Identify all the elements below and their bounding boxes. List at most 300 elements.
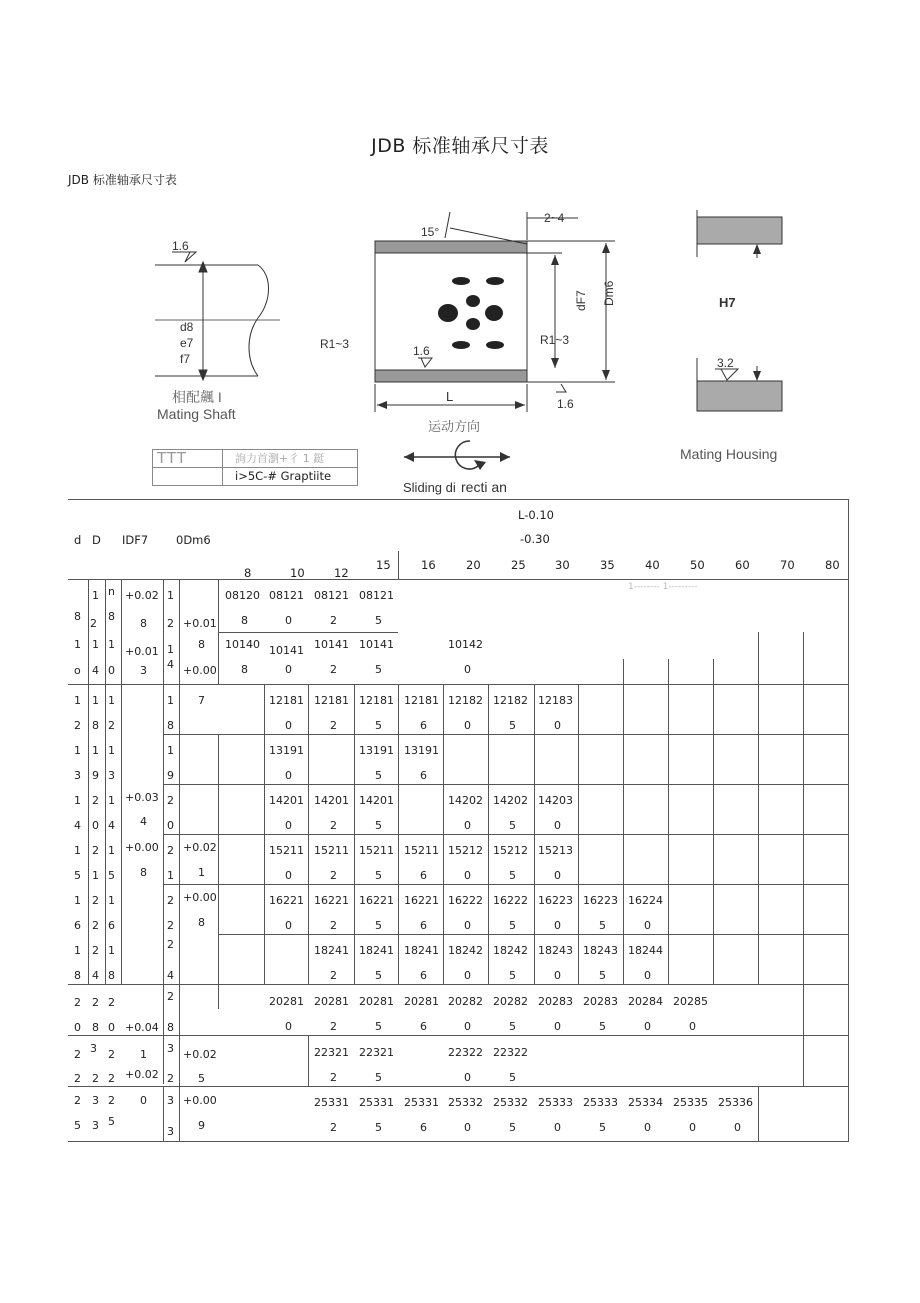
r7-d2: 6 — [74, 919, 81, 932]
r11-D2: 3 — [92, 1119, 99, 1132]
bearing-body — [375, 212, 527, 382]
r2-od-b: 4 — [167, 658, 174, 671]
page-subtitle: JDB 标准轴承尺寸表 — [68, 173, 177, 187]
length-header-70: 70 — [780, 558, 795, 572]
shaft-fit-e7: e7 — [180, 336, 194, 350]
code-cell-suffix-r5-L25: 5 — [509, 819, 516, 832]
material-legend — [152, 449, 358, 486]
code-cell-r6-L16: 15211 — [404, 844, 439, 857]
code-cell-suffix-r2-L12: 2 — [330, 663, 337, 676]
r11-odt-b: 9 — [198, 1119, 205, 1132]
shaft-caption-cn: 相配飆 I — [172, 389, 222, 405]
r7-d1: 1 — [74, 894, 81, 907]
r4-x1: 1 — [108, 744, 115, 757]
code-cell-r11-L50: 25335 — [673, 1096, 708, 1109]
code-cell-r10-L25: 22322 — [493, 1046, 528, 1059]
r11-od1: 3 — [167, 1094, 174, 1107]
code-cell-suffix-r9-L15: 5 — [375, 1020, 382, 1033]
code-cell-suffix-r4-L15: 5 — [375, 769, 382, 782]
r6-odt-b: 1 — [198, 866, 205, 879]
shaft-caption-en: Mating Shaft — [157, 406, 236, 422]
r10-d2: 2 — [74, 1072, 81, 1085]
r4-d2: 3 — [74, 769, 81, 782]
code-cell-suffix-r11-L35: 5 — [599, 1121, 606, 1134]
length-header-40: 40 — [645, 558, 660, 572]
code-cell-r6-L20: 15212 — [448, 844, 483, 857]
r8-od2: 4 — [167, 969, 174, 982]
code-cell-suffix-r3-L20: 0 — [464, 719, 471, 732]
code-cell-suffix-r3-L12: 2 — [330, 719, 337, 732]
code-cell-r6-L15: 15211 — [359, 844, 394, 857]
code-cell-r6-L25: 15212 — [493, 844, 528, 857]
r11-d2: 5 — [74, 1119, 81, 1132]
r1-d-c: 2 — [90, 617, 97, 630]
length-header-80: 80 — [825, 558, 840, 572]
r11-D1: 3 — [92, 1094, 99, 1107]
r8-d2: 8 — [74, 969, 81, 982]
code-cell-suffix-r6-L10: 0 — [285, 869, 292, 882]
r5-D2: 0 — [92, 819, 99, 832]
code-cell-suffix-r7-L30: 0 — [554, 919, 561, 932]
r2-d-d: 4 — [92, 664, 99, 677]
r1-tol-a: +0.02 — [125, 589, 159, 602]
code-cell-suffix-r5-L10: 0 — [285, 819, 292, 832]
code-cell-suffix-r1-L15: 5 — [375, 614, 382, 627]
r8-D2: 4 — [92, 969, 99, 982]
code-cell-suffix-r6-L12: 2 — [330, 869, 337, 882]
dim-Dm6: Dm6 — [602, 280, 616, 306]
code-cell-r9-L35: 20283 — [583, 995, 618, 1008]
r9-D1: 2 — [92, 996, 99, 1009]
code-cell-r8-L15: 18241 — [359, 944, 394, 957]
r2-tol-a: +0.01 — [125, 645, 159, 658]
code-cell-suffix-r3-L25: 5 — [509, 719, 516, 732]
r7-odt-b: 8 — [198, 916, 205, 929]
r2-d-a: 1 — [74, 638, 81, 651]
code-cell-suffix-r6-L25: 5 — [509, 869, 516, 882]
length-header-10: 10 — [290, 566, 305, 580]
code-cell-suffix-r8-L16: 6 — [420, 969, 427, 982]
bearing-diagram — [0, 200, 920, 500]
r3-x2: 2 — [108, 719, 115, 732]
length-header-60: 60 — [735, 558, 750, 572]
r2-D-b: 0 — [108, 664, 115, 677]
code-cell-r1-L12: 08121 — [314, 589, 349, 602]
r9-od2: 8 — [167, 1021, 174, 1034]
r10-odt-a: +0.02 — [183, 1048, 217, 1061]
r5-od1: 2 — [167, 794, 174, 807]
r9-tol: +0.04 — [125, 1021, 159, 1034]
r10-D1: 3 — [90, 1042, 97, 1055]
code-cell-r7-L12: 16221 — [314, 894, 349, 907]
code-cell-suffix-r6-L16: 6 — [420, 869, 427, 882]
code-cell-suffix-r11-L15: 5 — [375, 1121, 382, 1134]
r1-d-a: 1 — [92, 589, 99, 602]
code-cell-r9-L30: 20283 — [538, 995, 573, 1008]
r6-odt-a: +0.02 — [183, 841, 217, 854]
r6-tol-a: +0.00 — [125, 841, 159, 854]
code-cell-r5-L10: 14201 — [269, 794, 304, 807]
code-cell-suffix-r1-L12: 2 — [330, 614, 337, 627]
code-cell-r11-L15: 25331 — [359, 1096, 394, 1109]
code-cell-suffix-r7-L20: 0 — [464, 919, 471, 932]
code-cell-suffix-r10-L25: 5 — [509, 1071, 516, 1084]
code-cell-suffix-r9-L40: 0 — [644, 1020, 651, 1033]
shaft-roughness: 1.6 — [172, 239, 189, 253]
r9-D2: 8 — [92, 1021, 99, 1034]
code-cell-r7-L25: 16222 — [493, 894, 528, 907]
code-cell-r4-L15: 13191 — [359, 744, 394, 757]
code-cell-r9-L16: 20281 — [404, 995, 439, 1008]
r2-d-c: o — [74, 664, 81, 677]
r6-od2: 1 — [167, 869, 174, 882]
r2-odt-a: 8 — [198, 638, 205, 651]
r5-od2: 0 — [167, 819, 174, 832]
r6-D1: 2 — [92, 844, 99, 857]
code-cell-r11-L30: 25333 — [538, 1096, 573, 1109]
r8-D1: 2 — [92, 944, 99, 957]
code-cell-suffix-r9-L30: 0 — [554, 1020, 561, 1033]
code-cell-suffix-r11-L12: 2 — [330, 1121, 337, 1134]
code-cell-suffix-r3-L10: 0 — [285, 719, 292, 732]
r3-D1: 1 — [92, 694, 99, 707]
r11-tol: 0 — [140, 1094, 147, 1107]
r7-od1: 2 — [167, 894, 174, 907]
code-cell-r8-L25: 18242 — [493, 944, 528, 957]
code-cell-suffix-r11-L16: 6 — [420, 1121, 427, 1134]
length-header-20: 20 — [466, 558, 481, 572]
code-cell-suffix-r8-L30: 0 — [554, 969, 561, 982]
r10-od1: 3 — [167, 1042, 174, 1055]
dimension-table — [68, 499, 849, 1142]
code-cell-r5-L30: 14203 — [538, 794, 573, 807]
r6-d1: 1 — [74, 844, 81, 857]
code-cell-r7-L35: 16223 — [583, 894, 618, 907]
code-cell-r8-L16: 18241 — [404, 944, 439, 957]
r5-d2: 4 — [74, 819, 81, 832]
code-cell-suffix-r9-L20: 0 — [464, 1020, 471, 1033]
r10-d1: 2 — [74, 1048, 81, 1061]
r7-od2: 2 — [167, 919, 174, 932]
r1-D-a: n — [108, 585, 115, 598]
code-cell-r3-L16: 12181 — [404, 694, 439, 707]
r6-tol-b: 8 — [140, 866, 147, 879]
code-cell-r7-L40: 16224 — [628, 894, 663, 907]
code-cell-r11-L35: 25333 — [583, 1096, 618, 1109]
length-tol-bottom: -0.30 — [520, 532, 550, 546]
sliding-label-b: recti an — [461, 479, 507, 495]
code-cell-r6-L12: 15211 — [314, 844, 349, 857]
r7-D2: 2 — [92, 919, 99, 932]
length-header-8: 8 — [244, 566, 252, 580]
col-D: D — [92, 533, 101, 547]
r10-tol-a: 1 — [140, 1048, 147, 1061]
code-cell-r2-L8: 10140 — [225, 638, 260, 651]
code-cell-suffix-r9-L10: 0 — [285, 1020, 292, 1033]
code-cell-r1-L15: 08121 — [359, 589, 394, 602]
code-cell-r10-L15: 22321 — [359, 1046, 394, 1059]
code-cell-r5-L15: 14201 — [359, 794, 394, 807]
code-cell-r1-L10: 08121 — [269, 589, 304, 602]
r11-x1: 2 — [108, 1094, 115, 1107]
code-cell-r9-L12: 20281 — [314, 995, 349, 1008]
code-cell-r4-L16: 13191 — [404, 744, 439, 757]
r9-x2: 0 — [108, 1021, 115, 1034]
r5-x2: 4 — [108, 819, 115, 832]
code-cell-suffix-r11-L30: 0 — [554, 1121, 561, 1134]
r8-od1: 2 — [167, 938, 174, 951]
r6-x2: 5 — [108, 869, 115, 882]
code-cell-r6-L10: 15211 — [269, 844, 304, 857]
code-cell-suffix-r7-L12: 2 — [330, 919, 337, 932]
legend-symbol: TTT — [153, 450, 223, 467]
faint-marks: 1-------- 1--------- — [628, 582, 698, 592]
code-cell-r9-L20: 20282 — [448, 995, 483, 1008]
code-cell-r5-L20: 14202 — [448, 794, 483, 807]
dim-dF7: dF7 — [574, 290, 588, 311]
r4-D1: 1 — [92, 744, 99, 757]
bore-roughness: 1.6 — [413, 344, 430, 358]
code-cell-suffix-r4-L16: 6 — [420, 769, 427, 782]
code-cell-r8-L35: 18243 — [583, 944, 618, 957]
r11-odt-a: +0.00 — [183, 1094, 217, 1107]
r5-tol-a: +0.03 — [125, 791, 159, 804]
r2-od-a: 1 — [167, 643, 174, 656]
r9-od1: 2 — [167, 990, 174, 1003]
code-cell-suffix-r9-L25: 5 — [509, 1020, 516, 1033]
col-d: d — [74, 533, 82, 547]
code-cell-suffix-r11-L50: 0 — [689, 1121, 696, 1134]
col-IDF7: IDF7 — [122, 533, 149, 547]
code-cell-r7-L16: 16221 — [404, 894, 439, 907]
r8-x2: 8 — [108, 969, 115, 982]
code-cell-suffix-r8-L12: 2 — [330, 969, 337, 982]
r5-d1: 1 — [74, 794, 81, 807]
length-header-12: 12 — [334, 566, 349, 580]
code-cell-r8-L20: 18242 — [448, 944, 483, 957]
sliding-direction-arrows — [404, 441, 510, 469]
r3-x1: 1 — [108, 694, 115, 707]
legend-text-1: 詢力首瀏+彳 1 鋌 — [235, 452, 325, 465]
code-cell-suffix-r7-L15: 5 — [375, 919, 382, 932]
length-tol-top: L-0.10 — [518, 508, 554, 522]
code-cell-suffix-r11-L60: 0 — [734, 1121, 741, 1134]
r9-d1: 2 — [74, 996, 81, 1009]
motion-caption-cn: 运动方向 — [428, 419, 481, 434]
code-cell-r4-L10: 13191 — [269, 744, 304, 757]
r1-od-a: 1 — [167, 589, 174, 602]
code-cell-suffix-r10-L12: 2 — [330, 1071, 337, 1084]
legend-empty-cell — [153, 468, 223, 485]
r4-x2: 3 — [108, 769, 115, 782]
r2-tol-b: 3 — [140, 664, 147, 677]
code-cell-suffix-r8-L15: 5 — [375, 969, 382, 982]
r1-d-b: 8 — [74, 610, 81, 623]
code-cell-r9-L15: 20281 — [359, 995, 394, 1008]
legend-text-2: i>5C-# Graptiite — [235, 469, 332, 483]
code-cell-r11-L12: 25331 — [314, 1096, 349, 1109]
code-cell-suffix-r8-L40: 0 — [644, 969, 651, 982]
code-cell-r10-L20: 22322 — [448, 1046, 483, 1059]
r9-d2: 0 — [74, 1021, 81, 1034]
length-header-25: 25 — [511, 558, 526, 572]
radius-left: R1~3 — [320, 337, 350, 351]
r3-d1: 1 — [74, 694, 81, 707]
page-title: JDB 标准轴承尺寸表 — [371, 135, 549, 157]
mating-housing-drawing — [697, 210, 782, 411]
code-cell-suffix-r7-L25: 5 — [509, 919, 516, 932]
chamfer-angle: 15° — [421, 225, 440, 239]
chamfer-length: 2~4 — [544, 211, 565, 225]
r2-odt-b: +0.00 — [183, 664, 217, 677]
code-cell-r3-L15: 12181 — [359, 694, 394, 707]
code-cell-r7-L10: 16221 — [269, 894, 304, 907]
r6-D2: 1 — [92, 869, 99, 882]
code-cell-suffix-r11-L25: 5 — [509, 1121, 516, 1134]
code-cell-r8-L30: 18243 — [538, 944, 573, 957]
code-cell-r8-L12: 18241 — [314, 944, 349, 957]
r8-d1: 1 — [74, 944, 81, 957]
code-cell-suffix-r10-L20: 0 — [464, 1071, 471, 1084]
code-cell-suffix-r2-L8: 8 — [241, 663, 248, 676]
code-cell-r9-L50: 20285 — [673, 995, 708, 1008]
code-cell-suffix-r3-L15: 5 — [375, 719, 382, 732]
code-cell-suffix-r4-L10: 0 — [285, 769, 292, 782]
housing-fit: H7 — [719, 295, 736, 310]
code-cell-suffix-r3-L30: 0 — [554, 719, 561, 732]
code-cell-suffix-r9-L50: 0 — [689, 1020, 696, 1033]
code-cell-suffix-r7-L35: 5 — [599, 919, 606, 932]
code-cell-suffix-r2-L20: 0 — [464, 663, 471, 676]
length-header-16: 16 — [421, 558, 436, 572]
r10-od2: 2 — [167, 1072, 174, 1085]
r4-od1: 1 — [167, 744, 174, 757]
code-cell-suffix-r6-L15: 5 — [375, 869, 382, 882]
code-cell-suffix-r8-L25: 5 — [509, 969, 516, 982]
r10-tol-b: +0.02 — [125, 1068, 159, 1081]
code-cell-suffix-r9-L35: 5 — [599, 1020, 606, 1033]
r10-x2: 2 — [108, 1072, 115, 1085]
code-cell-suffix-r6-L30: 0 — [554, 869, 561, 882]
r11-od2: 3 — [167, 1125, 174, 1138]
r7-D1: 2 — [92, 894, 99, 907]
code-cell-suffix-r5-L20: 0 — [464, 819, 471, 832]
code-cell-suffix-r6-L20: 0 — [464, 869, 471, 882]
r5-tol-b: 4 — [140, 815, 147, 828]
r3-od2: 8 — [167, 719, 174, 732]
code-cell-suffix-r9-L16: 6 — [420, 1020, 427, 1033]
housing-caption: Mating Housing — [680, 446, 778, 462]
r2-d-b: 1 — [92, 638, 99, 651]
code-cell-r10-L12: 22321 — [314, 1046, 349, 1059]
r10-x1: 2 — [108, 1048, 115, 1061]
r11-x2: 5 — [108, 1115, 115, 1128]
code-cell-r2-L20: 10142 — [448, 638, 483, 651]
code-cell-suffix-r2-L15: 5 — [375, 663, 382, 676]
code-cell-suffix-r1-L10: 0 — [285, 614, 292, 627]
code-cell-r3-L12: 12181 — [314, 694, 349, 707]
r1-tol-b: 8 — [140, 617, 147, 630]
r4-D2: 9 — [92, 769, 99, 782]
r8-x1: 1 — [108, 944, 115, 957]
r6-od1: 2 — [167, 844, 174, 857]
code-cell-r3-L25: 12182 — [493, 694, 528, 707]
code-cell-r5-L12: 14201 — [314, 794, 349, 807]
code-cell-r3-L30: 12183 — [538, 694, 573, 707]
code-cell-r7-L20: 16222 — [448, 894, 483, 907]
code-cell-suffix-r7-L16: 6 — [420, 919, 427, 932]
r3-odt: 7 — [198, 694, 205, 707]
r3-od1: 1 — [167, 694, 174, 707]
code-cell-r3-L20: 12182 — [448, 694, 483, 707]
r9-x1: 2 — [108, 996, 115, 1009]
code-cell-suffix-r9-L12: 2 — [330, 1020, 337, 1033]
r2-D-a: 1 — [108, 638, 115, 651]
r10-D2: 2 — [92, 1072, 99, 1085]
bearing-drawing — [0, 200, 920, 500]
shaft-fit-f7: f7 — [180, 352, 191, 366]
graphite-plugs — [438, 277, 504, 349]
r3-D2: 8 — [92, 719, 99, 732]
r4-d1: 1 — [74, 744, 81, 757]
r10-odt-b: 5 — [198, 1072, 205, 1085]
code-cell-suffix-r2-L10: 0 — [285, 663, 292, 676]
code-cell-r6-L30: 15213 — [538, 844, 573, 857]
code-cell-suffix-r11-L40: 0 — [644, 1121, 651, 1134]
r5-x1: 1 — [108, 794, 115, 807]
col-ODm6: 0Dm6 — [176, 533, 211, 547]
code-cell-r11-L40: 25334 — [628, 1096, 663, 1109]
code-cell-r11-L60: 25336 — [718, 1096, 753, 1109]
r1-odt: +0.01 — [183, 617, 217, 630]
housing-roughness: 3.2 — [717, 356, 734, 370]
r7-x1: 1 — [108, 894, 115, 907]
code-cell-r11-L25: 25332 — [493, 1096, 528, 1109]
r6-d2: 5 — [74, 869, 81, 882]
code-cell-r9-L10: 20281 — [269, 995, 304, 1008]
code-cell-r2-L10: 10141 — [269, 644, 304, 657]
code-cell-r8-L40: 18244 — [628, 944, 663, 957]
radius-right: R1~3 — [540, 333, 570, 347]
dim-L: L — [446, 389, 454, 404]
code-cell-suffix-r3-L16: 6 — [420, 719, 427, 732]
length-header-35: 35 — [600, 558, 615, 572]
code-cell-r7-L15: 16221 — [359, 894, 394, 907]
outer-roughness: 1.6 — [557, 397, 574, 411]
code-cell-suffix-r7-L40: 0 — [644, 919, 651, 932]
code-cell-suffix-r1-L8: 8 — [241, 614, 248, 627]
code-cell-suffix-r5-L15: 5 — [375, 819, 382, 832]
code-cell-suffix-r8-L35: 5 — [599, 969, 606, 982]
code-cell-r11-L16: 25331 — [404, 1096, 439, 1109]
code-cell-suffix-r5-L30: 0 — [554, 819, 561, 832]
mating-shaft-drawing — [155, 252, 280, 380]
code-cell-r9-L40: 20284 — [628, 995, 663, 1008]
shaft-fit-d8: d8 — [180, 320, 194, 334]
code-cell-suffix-r8-L20: 0 — [464, 969, 471, 982]
code-cell-r1-L8: 08120 — [225, 589, 260, 602]
code-cell-r11-L20: 25332 — [448, 1096, 483, 1109]
r7-odt-a: +0.00 — [183, 891, 217, 904]
code-cell-suffix-r11-L20: 0 — [464, 1121, 471, 1134]
r6-x1: 1 — [108, 844, 115, 857]
code-cell-r2-L12: 10141 — [314, 638, 349, 651]
r5-D1: 2 — [92, 794, 99, 807]
r3-d2: 2 — [74, 719, 81, 732]
length-header-50: 50 — [690, 558, 705, 572]
code-cell-suffix-r5-L12: 2 — [330, 819, 337, 832]
code-cell-suffix-r7-L10: 0 — [285, 919, 292, 932]
